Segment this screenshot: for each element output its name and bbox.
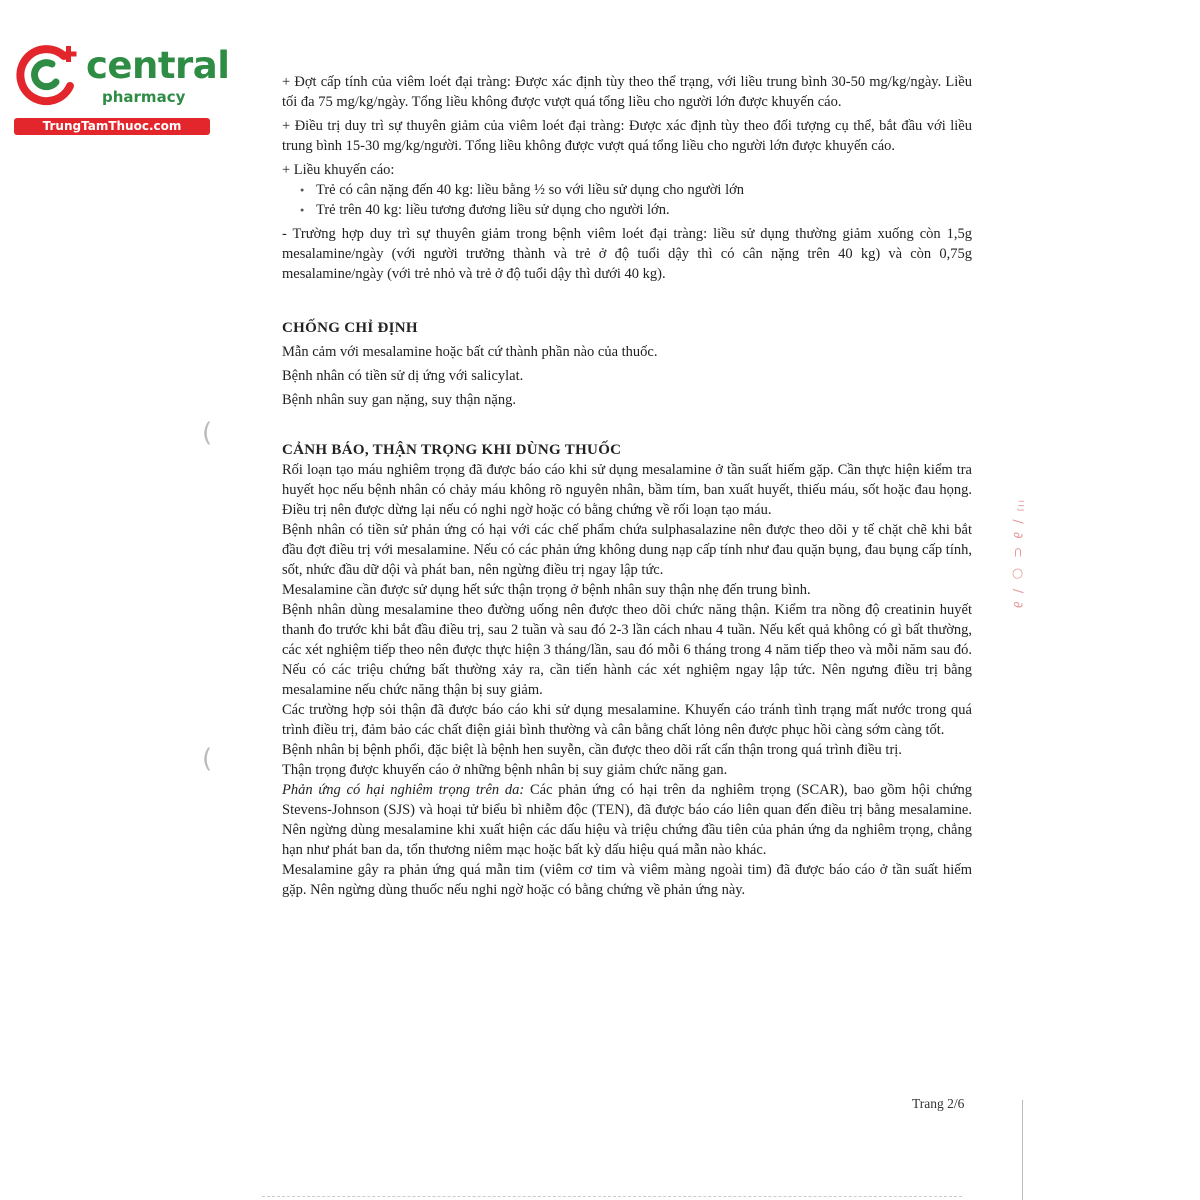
list-item: ● Trẻ trên 40 kg: liều tương đương liều sử dụng cho người lớn. — [298, 200, 972, 220]
scan-mark: ( — [202, 418, 213, 448]
dosage-acute: + Đợt cấp tính của viêm loét đại tràng: Được xác định tùy theo thể trạng, với liều trung bình 30-50 mg/kg/ngày. Liều tối đa 75 mg/kg/ngày. Tổng liều không được vượt quá tổng liều cho người lớn được khuyến cáo. — [282, 74, 972, 110]
logo-subtitle: pharmacy — [102, 88, 186, 106]
list-item: Bệnh nhân có tiền sử dị ứng với salicylat. — [282, 368, 524, 384]
dosage-maintenance: + Điều trị duy trì sự thuyên giảm của viêm loét đại tràng: Được xác định tùy theo đối tượng cụ thể, bắt đầu với liều trung bình 15-30 mg/kg/người. Tổng liều không được vượt quá tổng liều cho người lớn được khuyến cáo. — [282, 118, 972, 154]
contraindications-list — [282, 342, 972, 410]
scan-mark: ( — [202, 744, 213, 774]
page-edge-line — [1022, 1100, 1023, 1200]
warning-paragraph: Các trường hợp sỏi thận đã được báo cáo khi sử dụng mesalamine. Khuyến cáo tránh tình trạng mất nước trong quá trình điều trị, đảm bảo các chất điện giải bình thường và cân bằng chất lỏng nên được phục hồi càng sớm càng tốt. — [282, 702, 972, 738]
contraindications-heading: CHỐNG CHỈ ĐỊNH — [282, 320, 418, 336]
logo-wordmark: central — [86, 44, 230, 87]
pharmacy-logo[interactable] — [12, 38, 230, 138]
warning-paragraph: Rối loạn tạo máu nghiêm trọng đã được báo cáo khi sử dụng mesalamine ở tần suất hiếm gặp. Cần thực hiện kiểm tra huyết học nếu bệnh nhân có chảy máu không rõ nguyên nhân, bầm tím, ban xuất huyết, thiếu máu, sốt hoặc đau họng. Điều trị nên được dừng lại nếu có nghi ngờ hoặc có bằng chứng về rối loạn tạo máu. — [282, 462, 972, 518]
dosage-recommended-title: + Liều khuyến cáo: — [282, 162, 395, 178]
list-item: ● Trẻ có cân nặng đến 40 kg: liều bằng ½ so với liều sử dụng cho người lớn — [298, 180, 972, 200]
warning-paragraph: Bệnh nhân dùng mesalamine theo đường uống nên được theo dõi chức năng thận. Kiểm tra nồng độ creatinin huyết thanh đo trước khi bắt đầu điều trị, sau 2 tuần và sau đó 2-3 lần cách nhau 4 tuần. Nếu kết quả không có gì bất thường, các xét nghiệm tiếp theo nên được thực hiện 3 tháng/lần, sau đó mỗi 6 tháng trong 4 năm tiếp theo và mỗi năm sau đó. Nếu có các triệu chứng bất thường xảy ra, cần tiến hành các xét nghiệm ngay lập tức. Nên ngưng điều trị bằng mesalamine nếu chức năng thận bị suy giảm. — [282, 602, 972, 698]
warnings-heading: CẢNH BÁO, THẬN TRỌNG KHI DÙNG THUỐC — [282, 442, 622, 458]
warning-paragraph: Mesalamine gây ra phản ứng quá mẫn tim (viêm cơ tim và viêm màng ngoài tim) đã được báo cáo ở tần suất hiếm gặp. Nên ngừng dùng thuốc nếu nghi ngờ hoặc có bằng chứng về phản ứng này. — [282, 862, 972, 898]
warning-paragraph: Thận trọng được khuyến cáo ở những bệnh nhân bị suy giảm chức năng gan. — [282, 762, 728, 778]
document-body — [282, 72, 972, 900]
logo-mark-icon — [12, 38, 82, 108]
skin-reaction-text: Các phản ứng có hại trên da nghiêm trọng (SCAR), bao gồm hội chứng Stevens-Johnson (SJS) và hoại tử biểu bì nhiễm độc (TEN), đã được báo cáo liên quan đến điều trị bằng mesalamine. Nên ngừng dùng mesalamine khi xuất hiện các dấu hiệu và triệu chứng đầu tiên của phản ứng da nghiêm trọng, chẳng hạn như phát ban da, tổn thương niêm mạc hoặc bất kỳ dấu hiệu quá mẫn nào khác. — [282, 782, 972, 858]
dosage-bullet-list — [282, 180, 972, 220]
stamp-mark: ᴵᴵᴶ ∕ ∂ ⊂ ○ ∕ ∂ — [1010, 500, 1025, 611]
page-edge-dash — [262, 1196, 962, 1198]
skin-reaction-lead: Phản ứng có hại nghiêm trọng trên da: — [282, 782, 525, 798]
warning-paragraph: Bệnh nhân bị bệnh phổi, đặc biệt là bệnh hen suyễn, cần được theo dõi rất cẩn thận trong quá trình điều trị. — [282, 742, 902, 758]
dosage-remission: - Trường hợp duy trì sự thuyên giảm trong bệnh viêm loét đại tràng: liều sử dụng thường giảm xuống còn 1,5g mesalamine/ngày (với người trưởng thành và trẻ ở độ tuổi dậy thì có cân nặng trên 40 kg) và còn 0,75g mesalamine/ngày (với trẻ nhỏ và trẻ ở độ tuổi dậy thì dưới 40 kg). — [282, 226, 972, 282]
list-item: Mẫn cảm với mesalamine hoặc bất cứ thành phần nào của thuốc. — [282, 344, 658, 360]
logo-site-banner: TrungTamThuoc.com — [14, 118, 210, 135]
list-item: Bệnh nhân suy gan nặng, suy thận nặng. — [282, 392, 516, 408]
page-number: Trang 2/6 — [912, 1096, 965, 1111]
warning-paragraph: Mesalamine cần được sử dụng hết sức thận trọng ở bệnh nhân suy thận nhẹ đến trung bình. — [282, 582, 811, 598]
warning-paragraph: Bệnh nhân có tiền sử phản ứng có hại với các chế phẩm chứa sulphasalazine nên được theo dõi y tế chặt chẽ khi bắt đầu đợt điều trị với mesalamine. Nếu có các phản ứng không dung nạp cấp tính như đau quặn bụng, đau bụng cấp tính, sốt, nhức đầu dữ dội và phát ban, nên ngừng điều trị ngay lập tức. — [282, 522, 972, 578]
warning-paragraph-skin — [282, 780, 972, 860]
